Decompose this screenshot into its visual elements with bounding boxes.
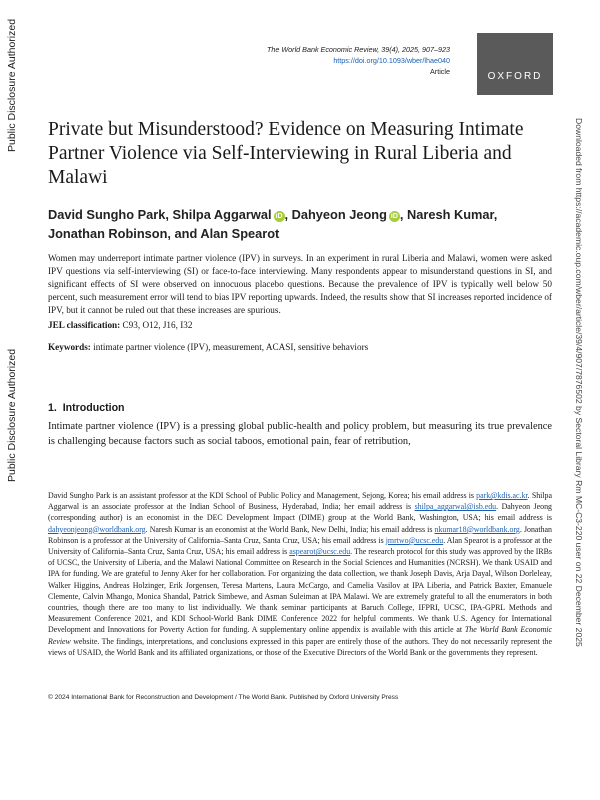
journal-citation: The World Bank Economic Review, 39(4), 2025, 907–923 [267, 45, 450, 54]
author-names-3: , Naresh Kumar, [399, 207, 498, 222]
footnote-text: website. The findings, interpretations, and conclusions expressed in this paper are entirely those of the authors. They do not necessarily represent the views of USAID, the World Bank and its affiliated organizations, or those of the Executive Directors of the World Bank or the governments they represent. [48, 636, 552, 657]
download-watermark: Downloaded from https://academic.oup.com/wber/article/39/4/907/7876502 by Sectoral Library Rm MC-C3-220 user on 22 December 2025 [574, 118, 584, 647]
journal-header [190, 44, 450, 77]
abstract: Women may underreport intimate partner violence (IPV) in surveys. In an experiment in rural Liberia and Malawi, women were asked IPV questions via self-interviewing (SI) or face-to-face interviewing. Many respondents appear to misunderstand questions in SI, and significant effects of SI were observed on innocuous placebo questions. Because the prevalence of IPV is typically well below 50 percent, such measurement error will tend to bias IPV reporting upwards. Indeed, the results show that SI increases reported incidence of IPV, but it cannot be ruled out that these increases are spurious. [48, 253, 552, 315]
paper-title: Private but Misunderstood? Evidence on Measuring Intimate Partner Violence via Self-Interviewing in Rural Liberia and Malawi [48, 119, 524, 188]
section-title: Introduction [62, 402, 125, 414]
jel-classification [48, 320, 192, 330]
keywords [48, 342, 368, 352]
keywords-value: intimate partner violence (IPV), measurement, ACASI, sensitive behaviors [90, 342, 369, 352]
article-type: Article [430, 67, 450, 76]
email-link[interactable]: shilpa_aggarwal@isb.edu [414, 502, 497, 512]
footnote-text: . Alan Spearot is a professor at the University of California–Santa Cruz, Santa Cruz, USA; his email address is [48, 535, 552, 557]
oxford-logo-text: OXFORD [487, 71, 543, 82]
orcid-icon[interactable]: iD [390, 213, 398, 220]
keywords-label: Keywords: [48, 342, 91, 352]
author-list [48, 205, 548, 243]
footnote-text: . Shilpa Aggarwal is an associate professor at the Indian School of Business, Hyderabad, India; her email address is [48, 491, 552, 512]
author-names-4: Jonathan Robinson, and Alan Spearot [48, 226, 280, 241]
journal-name-italic: The World Bank Economic Review [48, 625, 552, 646]
email-link[interactable]: aspearot@ucsc.edu [289, 547, 351, 557]
jel-label: JEL classification: [48, 320, 121, 330]
author-names-1: David Sungho Park, Shilpa Aggarwal [48, 207, 272, 222]
section-heading [48, 402, 125, 414]
footnote-text: . The research protocol for this study was approved by the IRBs of UCSC, the University of Liberia, and the Malawi National Committee on Research in the Social Sciences and Humanities (NCRSH). We thank USAID and IPA for funding. We are grateful to Jenny Aker for her collaboration. For organizing the data collection, we thank Joseph Davis, Arja Dayal, Wilson Dorleleay, Walker Higgins, Andreas Holzinger, Erik Jorgensen, Teresa Martens, Laura McCargo, and Camelia Vasilov at IPA Liberia, and Patrick Baxter, Emanuele Clemente, Calvin Mhango, Monica Shandal, Patrick Simbewe, and Asman Suleiman at IPA Malawi. We are extremely grateful to all the enumerators in both countries, though there are too many to list individually. We thank seminar participants at Baruch College, IFPRI, UCSC, IPA-GPRL Methods and Measurement Conference 2021, and KDI School-World Bank DIME Conference 2022 for helpful comments. We thank U.S. Agency for International Development and Innovations for Poverty Action for funding. A supplementary online appendix is available with this article at [48, 547, 552, 635]
email-link[interactable]: park@kdis.ac.kr [476, 491, 528, 500]
doi-link[interactable]: https://doi.org/10.1093/wber/lhae040 [333, 56, 450, 65]
email-link[interactable]: nkumar18@worldbank.org [434, 524, 520, 534]
public-disclosure-stamp-middle: Public Disclosure Authorized [6, 348, 18, 482]
intro-paragraph: Intimate partner violence (IPV) is a pressing global public-health and policy problem, but measuring its true prevalence is challenging because factors such as social taboos, emotional pain, fear of retribution, [48, 421, 552, 447]
orcid-icon[interactable]: iD [275, 213, 283, 220]
author-footnote [48, 490, 552, 658]
footnote-text: . Jonathan Robinson is a professor at the University of California–Santa Cruz, Santa Cruz, USA; his email address is [48, 524, 552, 545]
oxford-logo [477, 33, 553, 95]
email-link[interactable]: jmrtwo@ucsc.edu [385, 535, 444, 545]
footnote-text: . Dahyeon Jeong (corresponding author) is an economist in the DEC Development Impact (DIME) group at the World Bank, Washington, USA; his email address is [48, 502, 552, 523]
section-number: 1. [48, 402, 57, 414]
public-disclosure-stamp-top: Public Disclosure Authorized [6, 18, 18, 152]
jel-value: C93, O12, J16, I32 [120, 320, 193, 330]
footnote-text: . Naresh Kumar is an economist at the World Bank, New Delhi, India; his email address is [145, 524, 435, 534]
copyright-line: © 2024 International Bank for Reconstruction and Development / The World Bank. Published by Oxford University Press [48, 694, 399, 701]
email-link[interactable]: dahyeonjeong@worldbank.org [48, 524, 146, 534]
author-names-2: , Dahyeon Jeong [284, 207, 387, 222]
footnote-text: David Sungho Park is an assistant professor at the KDI School of Public Policy and Management, Sejong, Korea; his email address is [48, 491, 477, 500]
